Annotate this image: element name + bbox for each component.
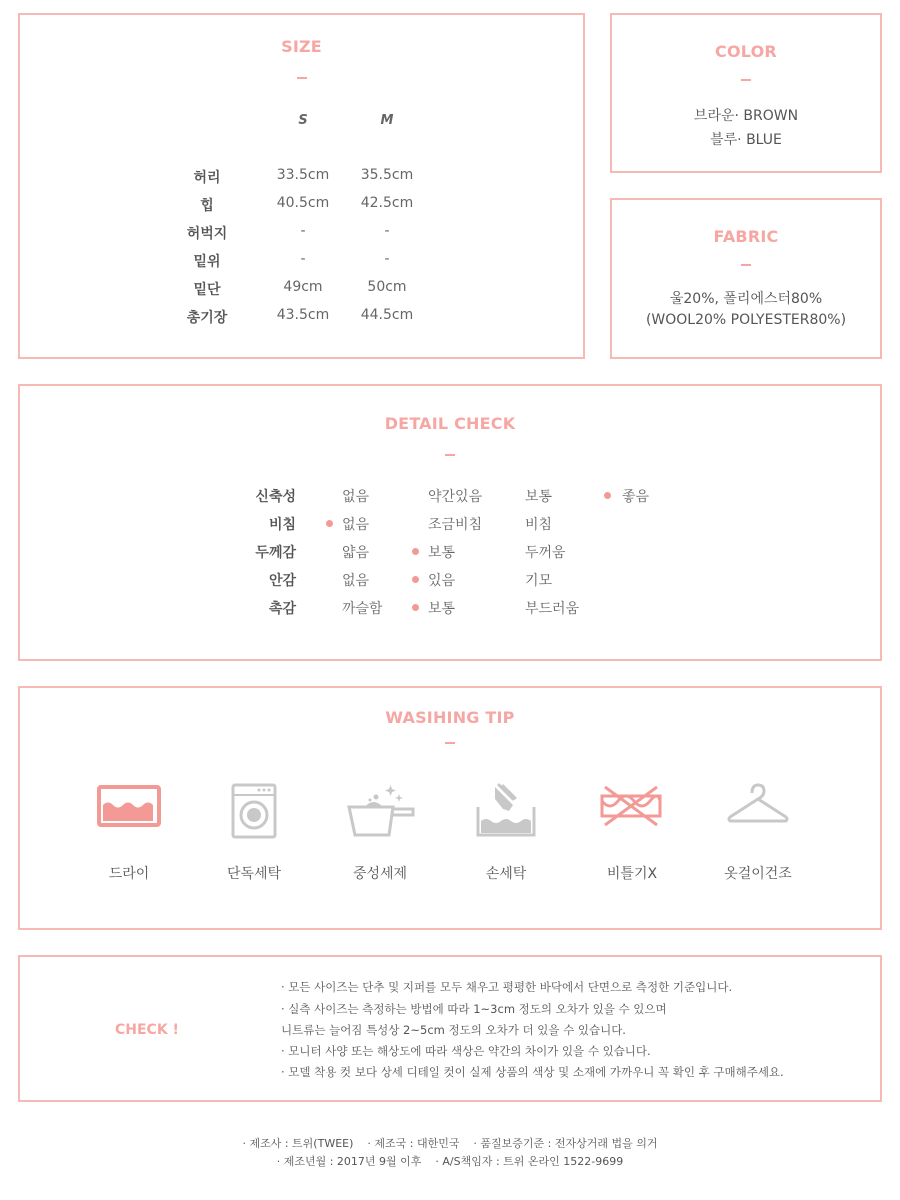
size-value-m: 50cm — [367, 279, 407, 295]
size-title: SIZE — [281, 37, 322, 56]
footer-date-as-info: · 제조년월 : 2017년 9월 이후 · A/S책임자 : 트위 온라인 1522-9699 — [276, 1155, 624, 1168]
wash-item-solo-wash — [194, 783, 314, 882]
size-row-label: 밑위 — [193, 254, 221, 270]
wash-label: 비틀기X — [606, 866, 658, 882]
size-value-s: 40.5cm — [276, 195, 330, 211]
size-row-label: 힙 — [200, 198, 214, 214]
size-row-label: 총기장 — [186, 310, 228, 326]
fabric-title-divider — [741, 264, 751, 266]
fabric-section — [610, 198, 882, 359]
check-note: · 실측 사이즈는 측정하는 방법에 따라 1~3cm 정도의 오차가 있을 수 있으며 — [281, 1002, 667, 1016]
detail-option: 비침 — [525, 517, 553, 533]
size-value-s: - — [300, 251, 306, 267]
size-value-m: 42.5cm — [360, 195, 414, 211]
detail-row-label: 안감 — [268, 573, 296, 589]
neutral-detergent-icon — [343, 783, 417, 839]
size-value-s: 49cm — [283, 279, 323, 295]
detail-option-selected: 없음 — [342, 517, 370, 533]
size-value-m: - — [384, 251, 390, 267]
detail-check-title: DETAIL CHECK — [384, 414, 516, 433]
size-value-m: 35.5cm — [360, 167, 414, 183]
detail-option: 기모 — [525, 573, 553, 589]
washing-machine-icon — [231, 783, 277, 839]
detail-option-selected: 있음 — [428, 573, 456, 589]
detail-check-divider — [445, 454, 455, 456]
wash-label: 손세탁 — [485, 866, 527, 882]
fabric-composition-ko: 울20%, 폴리에스터80% — [669, 291, 823, 307]
detail-option: 약간있음 — [428, 489, 483, 505]
washing-tip-title: WASIHING TIP — [385, 708, 515, 727]
wash-label: 단독세탁 — [226, 866, 282, 882]
check-title: CHECK ! — [115, 1022, 179, 1038]
detail-row-label: 신축성 — [255, 489, 296, 505]
detail-selected-dot — [412, 604, 419, 611]
size-value-m: - — [384, 223, 390, 239]
washing-tip-section — [18, 686, 882, 930]
color-option: 브라운· BROWN — [693, 108, 799, 124]
detail-row-label: 두께감 — [255, 545, 296, 561]
check-note: · 모니터 사양 또는 해상도에 따라 색상은 약간의 차이가 있을 수 있습니다. — [281, 1044, 651, 1058]
color-option: 블루· BLUE — [710, 132, 782, 148]
wash-item-neutral-detergent — [320, 783, 440, 882]
wash-item-hanger-dry — [698, 783, 818, 882]
detail-row-label: 비침 — [268, 517, 296, 533]
footer-manufacturer-info: · 제조사 : 트위(TWEE) · 제조국 : 대한민국 · 품질보증기준 : 전자상거래 법을 의거 — [242, 1137, 658, 1150]
color-title-divider — [741, 79, 751, 81]
size-row-label: 밑단 — [193, 282, 221, 298]
size-value-s: 43.5cm — [276, 307, 330, 323]
detail-option: 부드러움 — [525, 601, 580, 617]
detail-option-selected: 보통 — [428, 545, 456, 561]
color-section — [610, 13, 882, 173]
wash-item-dry — [69, 783, 189, 882]
size-row-label: 허리 — [193, 170, 221, 186]
hanger-dry-icon — [726, 783, 790, 829]
detail-selected-dot — [604, 492, 611, 499]
size-column-s: S — [298, 113, 308, 128]
detail-option-selected: 좋음 — [622, 489, 650, 505]
wash-label: 옷걸이건조 — [724, 866, 792, 882]
detail-selected-dot — [412, 548, 419, 555]
wash-label: 드라이 — [108, 866, 150, 882]
size-column-m: M — [380, 113, 394, 128]
detail-selected-dot — [326, 520, 333, 527]
size-value-s: - — [300, 223, 306, 239]
detail-selected-dot — [412, 576, 419, 583]
hand-wash-icon — [475, 783, 537, 839]
check-note: · 모델 착용 컷 보다 상세 디테일 컷이 실제 상품의 색상 및 소재에 가까우니 꼭 확인 후 구매해주세요. — [281, 1065, 784, 1079]
check-notice-section — [18, 955, 882, 1102]
detail-option: 조금비침 — [428, 517, 483, 533]
detail-option: 두꺼움 — [525, 545, 566, 561]
detail-check-section — [18, 384, 882, 661]
size-value-m: 44.5cm — [360, 307, 414, 323]
detail-option: 까슬함 — [342, 601, 383, 617]
fabric-composition-en: (WOOL20% POLYESTER80%) — [645, 312, 847, 328]
wash-item-no-wringing — [572, 783, 692, 882]
check-note: · 모든 사이즈는 단추 및 지퍼를 모두 채우고 평평한 바닥에서 단면으로 측정한 기준입니다. — [281, 980, 733, 994]
detail-row-label: 촉감 — [268, 601, 296, 617]
color-title: COLOR — [715, 42, 777, 61]
check-note: 니트류는 늘어짐 특성상 2~5cm 정도의 오차가 더 있을 수 있습니다. — [281, 1023, 626, 1037]
size-row-label: 허벅지 — [186, 226, 228, 242]
no-wringing-icon — [599, 783, 665, 829]
wash-item-hand-wash — [446, 783, 566, 882]
washing-tip-divider — [445, 742, 455, 744]
size-value-s: 33.5cm — [276, 167, 330, 183]
detail-option: 보통 — [525, 489, 553, 505]
detail-option-selected: 보통 — [428, 601, 456, 617]
detail-option: 없음 — [342, 573, 370, 589]
fabric-title: FABRIC — [713, 227, 779, 246]
size-title-divider — [297, 77, 307, 79]
dry-clean-icon — [96, 783, 162, 829]
detail-option: 얇음 — [342, 545, 370, 561]
detail-option: 없음 — [342, 489, 370, 505]
size-section — [18, 13, 585, 359]
wash-label: 중성세제 — [352, 866, 408, 882]
